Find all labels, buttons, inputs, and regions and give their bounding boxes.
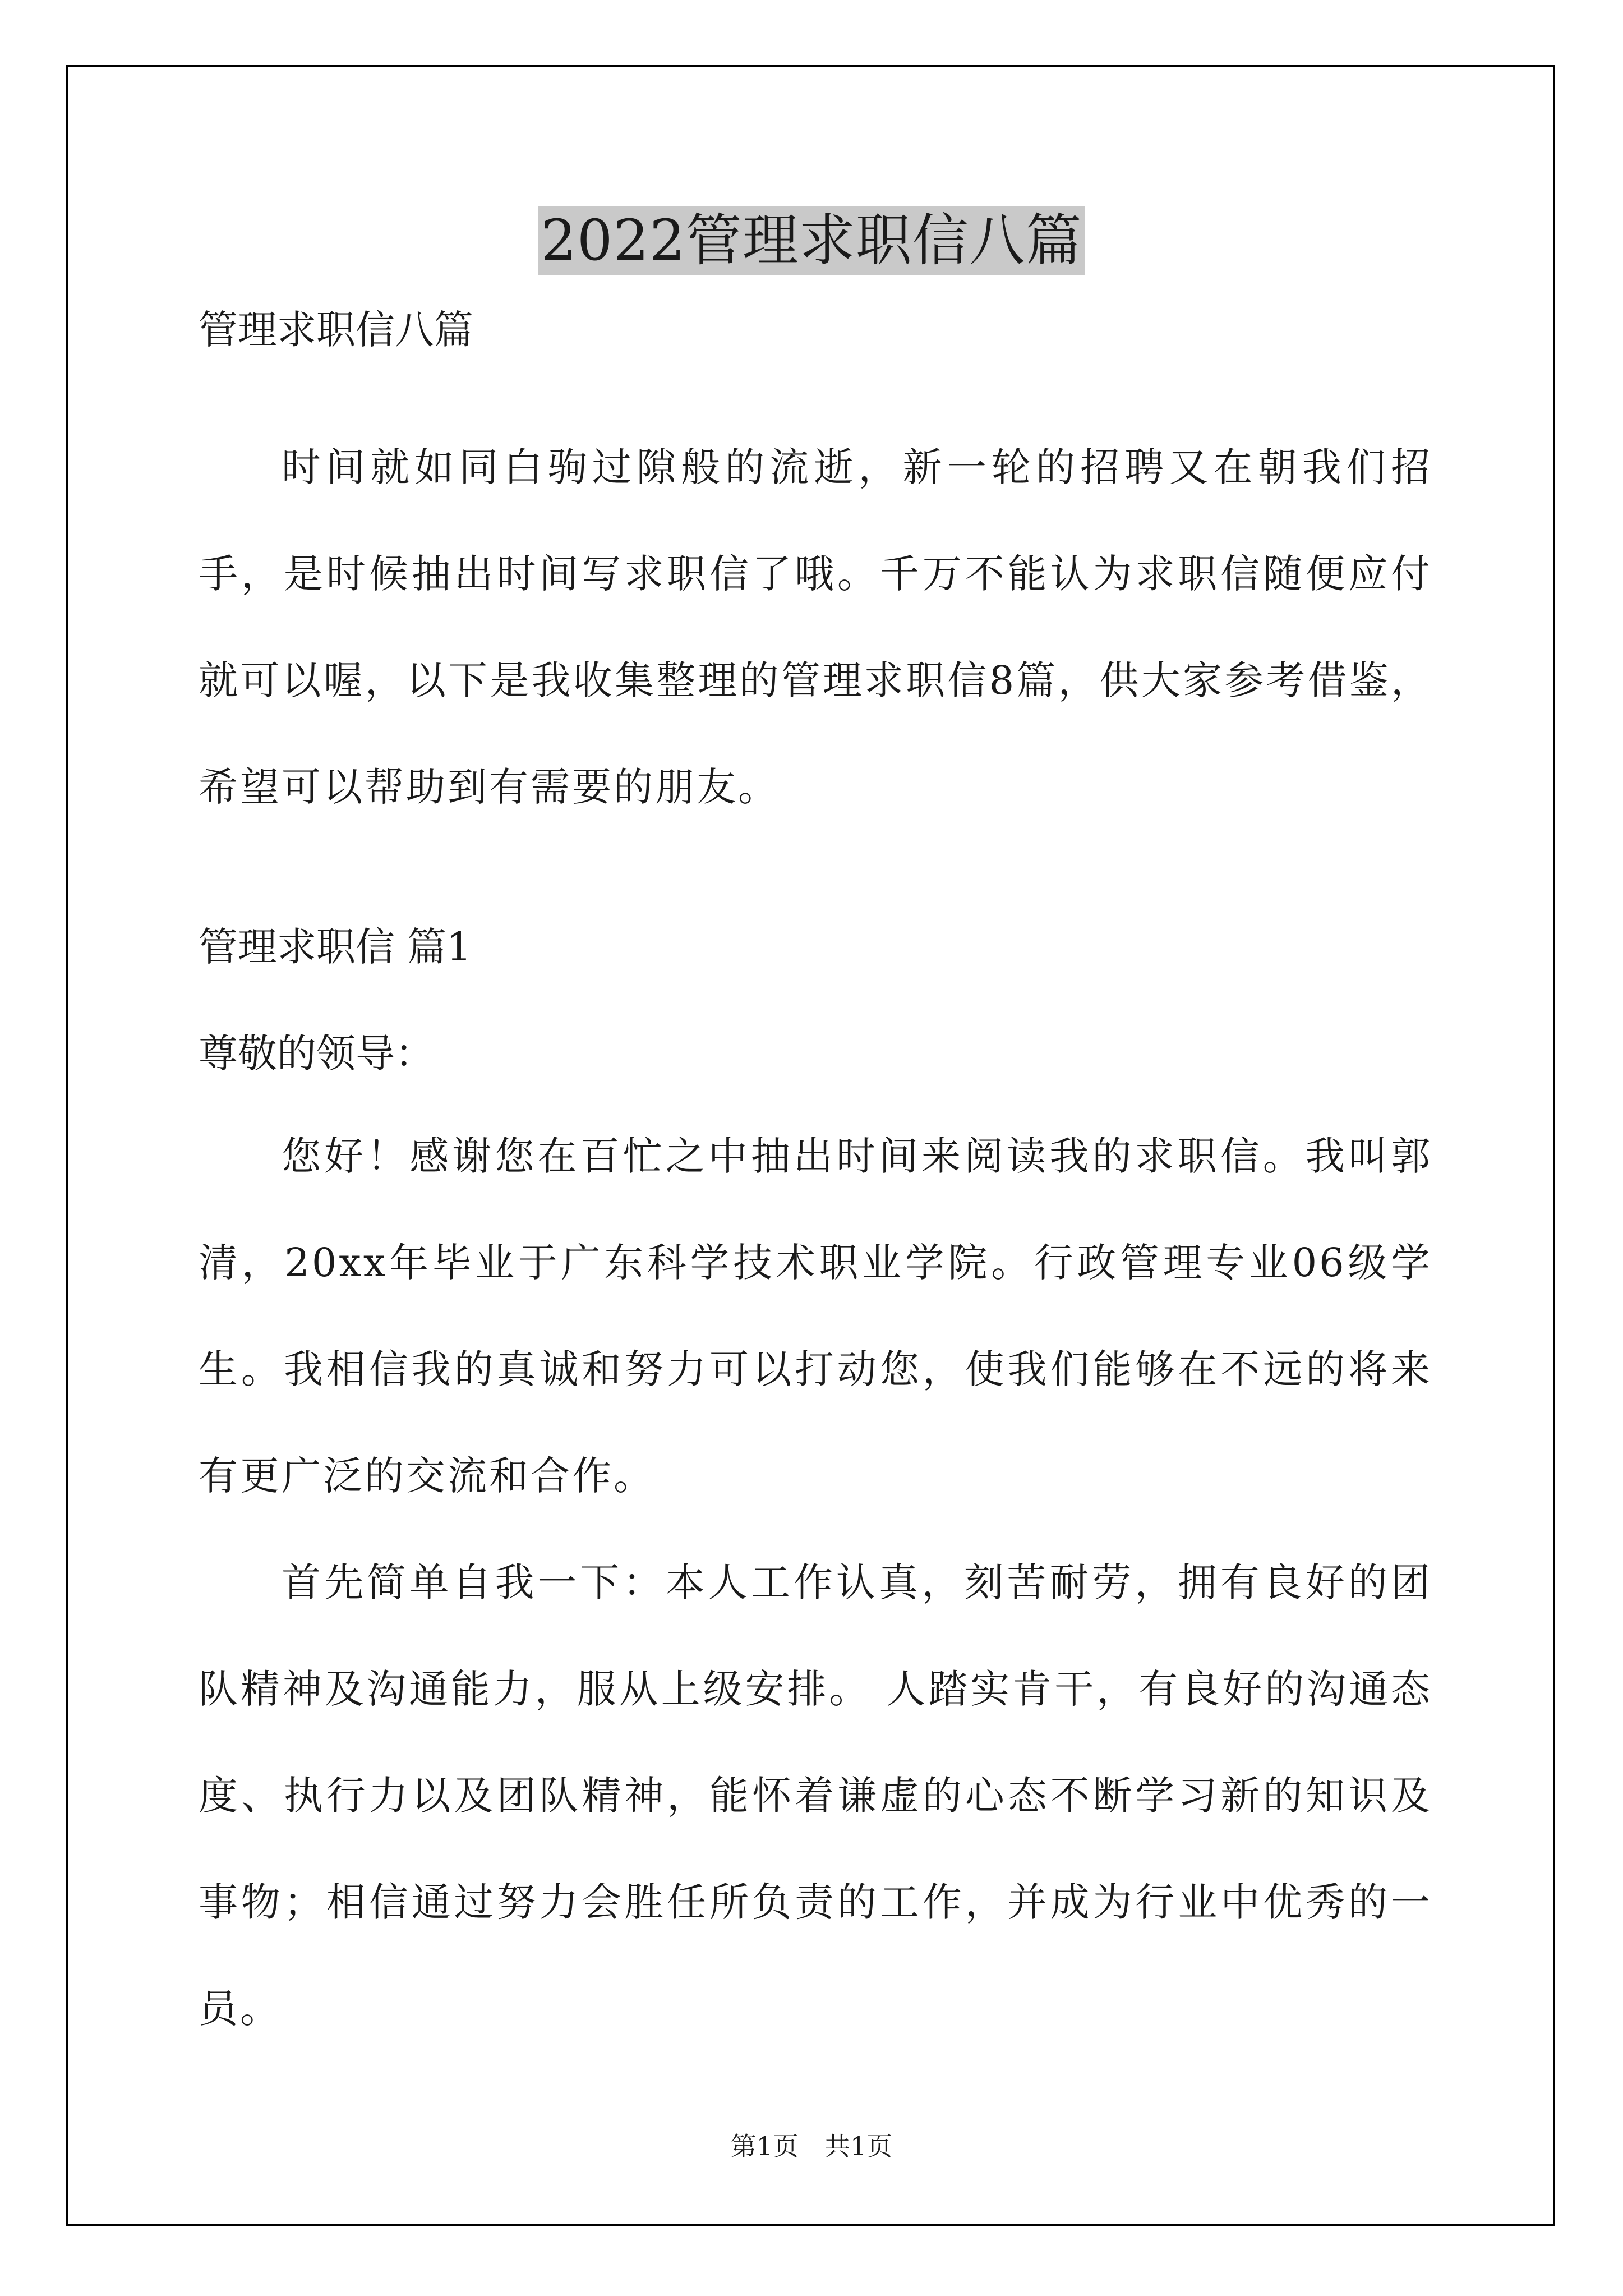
page-footer: 第1页 共1页 [730, 2131, 893, 2161]
body-paragraph-1: 您好！感谢您在百忙之中抽出时间来阅读我的求职信。我叫郭清，20xx年毕业于广东科学技术职业学院。行政管理专业06级学生。我相信我的真诚和努力可以打动您，使我们能够在不远的将来有更广泛的交流和合作。 [199, 1133, 1432, 1499]
salutation: 尊敬的领导： [199, 1030, 434, 1076]
document-body [199, 307, 1432, 2062]
section-heading: 管理求职信 篇1 [199, 924, 472, 970]
body-paragraph-2: 首先简单自我一下：本人工作认真，刻苦耐劳，拥有良好的团队精神及沟通能力，服从上级安排。 人踏实肯干，有良好的沟通态度、执行力以及团队精神，能怀着谦虚的心态不断学习新的知识及事物；相信通过努力会胜任所负责的工作，并成为行业中优秀的一员。 [199, 1559, 1432, 2032]
document-subtitle: 管理求职信八篇 [199, 307, 473, 353]
title-container [0, 206, 1623, 275]
document-title: 2022管理求职信八篇 [538, 206, 1085, 275]
intro-paragraph: 时间就如同白驹过隙般的流逝，新一轮的招聘又在朝我们招手，是时候抽出时间写求职信了哦。千万不能认为求职信随便应付就可以喔，以下是我收集整理的管理求职信8篇，供大家参考借鉴，希望可以帮助到有需要的朋友。 [199, 444, 1432, 810]
